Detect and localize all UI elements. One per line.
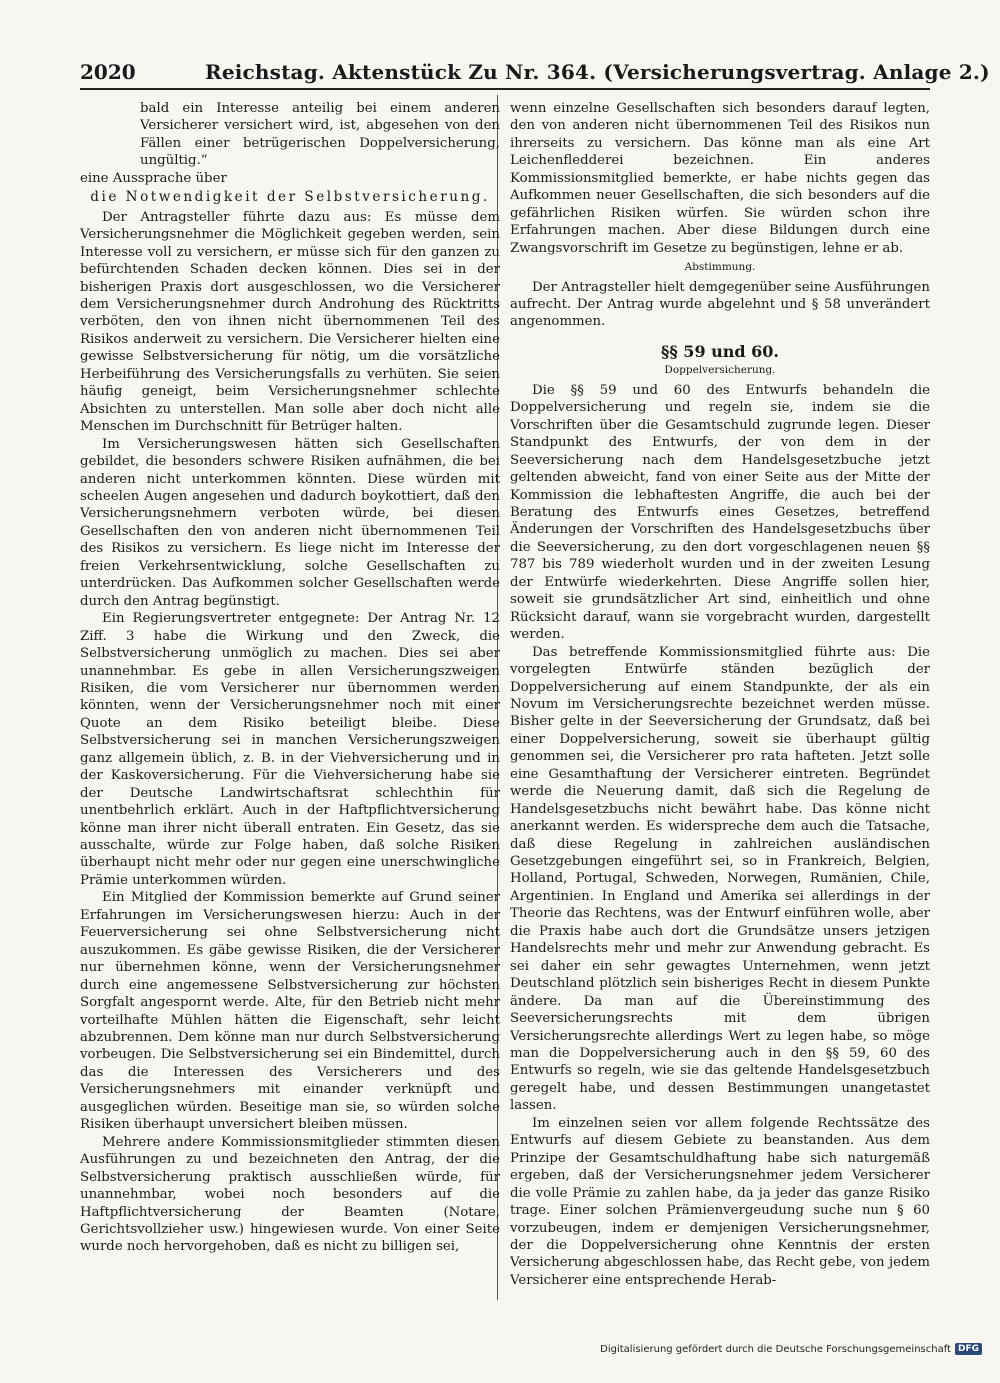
right-column [510,100,930,1300]
page-header [80,58,990,90]
paragraph: Der Antragsteller führte dazu aus: Es müsse dem Versicherungsnehmer die Möglichkeit gegeben werden, sein Interesse voll zu versichern, er müsse sich für den ganzen zu befürchtenden Schaden decken können. Dies sei in der bisherigen Praxis dort ausgeschlossen, wo die Versicherer dem Versicherungsnehmer durch Androhung des Rücktritts verböten, den von ihnen nicht übernommenen Teil des Risikos anderweit zu versichern. Die Versicherer hielten eine gewisse Selbstversicherung für nötig, um die vorsätzliche Herbeiführung des Versicherungsfalls zu verhüten. Sie seien häufig geneigt, beim Versicherungsnehmer schlechte Absichten zu unterstellen. Man solle aber doch nicht alle Menschen im Durchschnitt für Betrüger halten. [80,209,500,435]
section-heading-selbstversicherung: die Notwendigkeit der Selbstversicherung. [90,189,490,206]
page-number: 2020 [80,60,136,84]
section-heading-59-60: §§ 59 und 60. [661,341,779,361]
paragraph: Das betreffende Kommissionsmitglied führte aus: Die vorgelegten Entwürfe ständen bezüglich der Doppelversicherung auf einem Standpunkte, der als ein Novum im Versicherungsrechte bezeichnet werden müsse. Bisher gelte in der Seeversicherung der Grundsatz, daß bei einer Doppelversicherung, soweit sie überhaupt gültig genommen sei, die Versicherer pro rata hafteten. Jetzt solle eine Gesamthaftung der Versicherer eintreten. Begründet werde die Neuerung damit, daß sich die Regelung de Handelsgesetzbuchs nicht bewährt habe. Das könne nicht anerkannt werden. Es widerspreche dem auch die Tatsache, daß diese Regelung in zahlreichen ausländischen Gesetzgebungen eingeführt sei, so in Frankreich, Belgien, Holland, Portugal, Schweden, Norwegen, Rumänien, Chile, Argentinien. In England und Amerika sei allerdings in der Theorie das Rechtens, was der Entwurf einführen wolle, aber die Praxis habe auch dort die Grundsätze unsers jetzigen Handelsrechts mehr und mehr zur Anwendung gebracht. Es sei daher ein sehr gewagtes Unternehmen, wenn jetzt Deutschland plötzlich sein bisheriges Recht in diesem Punkte ändere. Da man auf die Übereinstimmung des Seeversicherungsrechts mit dem übrigen Versicherungsrechte allerdings Wert zu legen habe, so möge man die Doppelversicherung auch in den §§ 59, 60 des Entwurfs so regeln, wie sie das geltende Handelsgesetzbuch geregelt habe, und dessen Bestimmungen unangetastet lassen. [510,644,930,1114]
paragraph: wenn einzelne Gesellschaften sich besonders darauf legten, den von anderen nicht übernommenen Teil des Risikos nun ihrerseits zu versichern. Das könne man als eine Art Leichenfledderei bezeichnen. Ein anderes Kommissionsmitglied bemerkte, er habe nichts gegen das Aufkommen neuer Gesellschaften, die sich besonders auf die gefährlichen Risiken würfen. Sie würden schon ihre Erfahrungen machen. Aber diese Bildungen durch eine Zwangsvorschrift im Gesetze zu begünstigen, lehne er ab. [510,101,930,256]
running-title: Reichstag. Aktenstück Zu Nr. 364. (Versicherungsvertrag. Anlage 2.) [205,60,990,84]
dfg-logo-icon: DFG [955,1343,982,1355]
left-column [80,100,500,1300]
paragraph: Die §§ 59 und 60 des Entwurfs behandeln die Doppelversicherung und regeln sie, indem sie die Vorschriften über die Gesamtschuld zugrunde legen. Dieser Standpunkt des Entwurfs, der von dem in der Seeversicherung nach dem Handelsgesetzbuche jetzt geltenden abweicht, fand von einer Seite aus der Mitte der Kommission die lebhaftesten Angriffe, die auch bei der Beratung des Entwurfs eines Gesetzes, betreffend Änderungen der Vorschriften des Handelsgesetzbuchs über die Seeversicherung, zu den dort vorgeschlagenen neuen §§ 787 bis 789 wiederholt wurden und in der zweiten Lesung der Entwürfe wiederkehrten. Diese Angriffe sollen hier, soweit sie grundsätzlicher Art sind, einheitlich und ohne Rücksicht darauf, wann sie vorgebracht wurden, dargestellt werden. [510,382,930,643]
paragraph: Im Versicherungswesen hätten sich Gesellschaften gebildet, die besonders schwere Risiken aufnähmen, die bei anderen nicht unterkommen könnten. Diese würden mit scheelen Augen angesehen und dadurch boykottiert, daß den Versicherungsnehmern verboten würde, bei diesen Gesellschaften den von anderen nicht übernommenen Teil des Risikos zu versichern. Es liege nicht im Interesse der freien Verkehrsentwicklung, solche Gesellschaften zu unterdrücken. Das Aufkommen solcher Gesellschaften werde durch den Antrag begünstigt. [80,436,500,609]
intro-line: eine Aussprache über [80,170,227,186]
paragraph: Ein Regierungsvertreter entgegnete: Der Antrag Nr. 12 Ziff. 3 habe die Wirkung und den Zweck, die Selbstversicherung unmöglich zu machen. Dies sei aber unannehmbar. Es gebe in allen Versicherungszweigen Risiken, die vom Versicherer nur übernommen werden könnten, wenn der Versicherungsnehmer noch mit einer Quote an dem Risiko beteiligt bleibe. Diese Selbstversicherung sei in manchen Versicherungszweigen ganz allgemein üblich, z. B. in der Viehversicherung und in der Kaskoversicherung. Für die Viehversicherung habe sie der Deutsche Landwirtschaftsrat schlechthin für unentbehrlich erklärt. Auch in der Haftpflichtversicherung könne man ihrer nicht überall entraten. Ein Gesetz, das sie ausschalte, würde zur Folge haben, daß solche Risiken überhaupt nicht mehr oder nur gegen eine unerschwingliche Prämie unterkommen würden. [80,611,500,888]
paragraph: Mehrere andere Kommissionsmitglieder stimmten diesen Ausführungen zu und bezeichneten den Antrag, der die Selbstversicherung praktisch ausschließen würde, für unannehmbar, wobei noch besonders auf die Haftpflichtversicherung der Beamten (Notare, Gerichtsvollzieher usw.) hingewiesen wurde. Von einer Seite wurde noch hervorgehoben, daß es nicht zu billigen sei, [80,1134,500,1255]
paragraph: Ein Mitglied der Kommission bemerkte auf Grund seiner Erfahrungen im Versicherungswesen hierzu: Auch in der Feuerversicherung sei ohne Selbstversicherung nicht auszukommen. Es gäbe gewisse Risiken, die der Versicherer nur übernehmen könne, wenn der Versicherungsnehmer durch eine angemessene Selbstversicherung zur höchsten Sorgfalt angespornt werde. Alte, für den Betrieb nicht mehr vorteilhafte Mühlen hätten die Eigenschaft, sehr leicht abzubrennen. Dem könne man nur durch Selbstversicherung vorbeugen. Die Selbstversicherung sei ein Bindemittel, durch das die Interessen des Versicherers und des Versicherungsnehmers mit einander verknüpft und ausgeglichen würden. Beseitige man sie, so würden solche Risiken überhaupt unversichert bleiben müssen. [80,890,500,1133]
digitization-footer [600,1343,982,1355]
quote-continuation: bald ein Interesse anteilig bei einem anderen Versicherer versichert wird, ist, abgesehen von den Fällen einer betrügerischen Doppelversicherung, ungültig.“ [140,101,500,169]
footer-text: Digitalisierung gefördert durch die Deutsche Forschungsgemeinschaft [600,1343,951,1355]
section-subheading: Doppelversicherung. [664,364,776,377]
paragraph: Im einzelnen seien vor allem folgende Rechtssätze des Entwurfs auf diesem Gebiete zu beanstanden. Aus dem Prinzipe der Gesamtschuldhaftung habe sich naturgemäß ergeben, daß der Versicherungsnehmer jedem Versicherer die volle Prämie zu zahlen habe, da ja jeder das ganze Risiko trage. Einer solchen Prämienvergeudung suche nun § 60 vorzubeugen, indem er demjenigen Versicherungsnehmer, der die Doppelversicherung ohne Kenntnis der ersten Versicherung abgeschlossen habe, das Recht gebe, von jedem Versicherer eine entsprechende Herab- [510,1115,930,1288]
paragraph: Der Antragsteller hielt demgegenüber seine Ausführungen aufrecht. Der Antrag wurde abgelehnt und § 58 unverändert angenommen. [510,279,930,330]
vote-heading: Abstimmung. [684,261,756,274]
